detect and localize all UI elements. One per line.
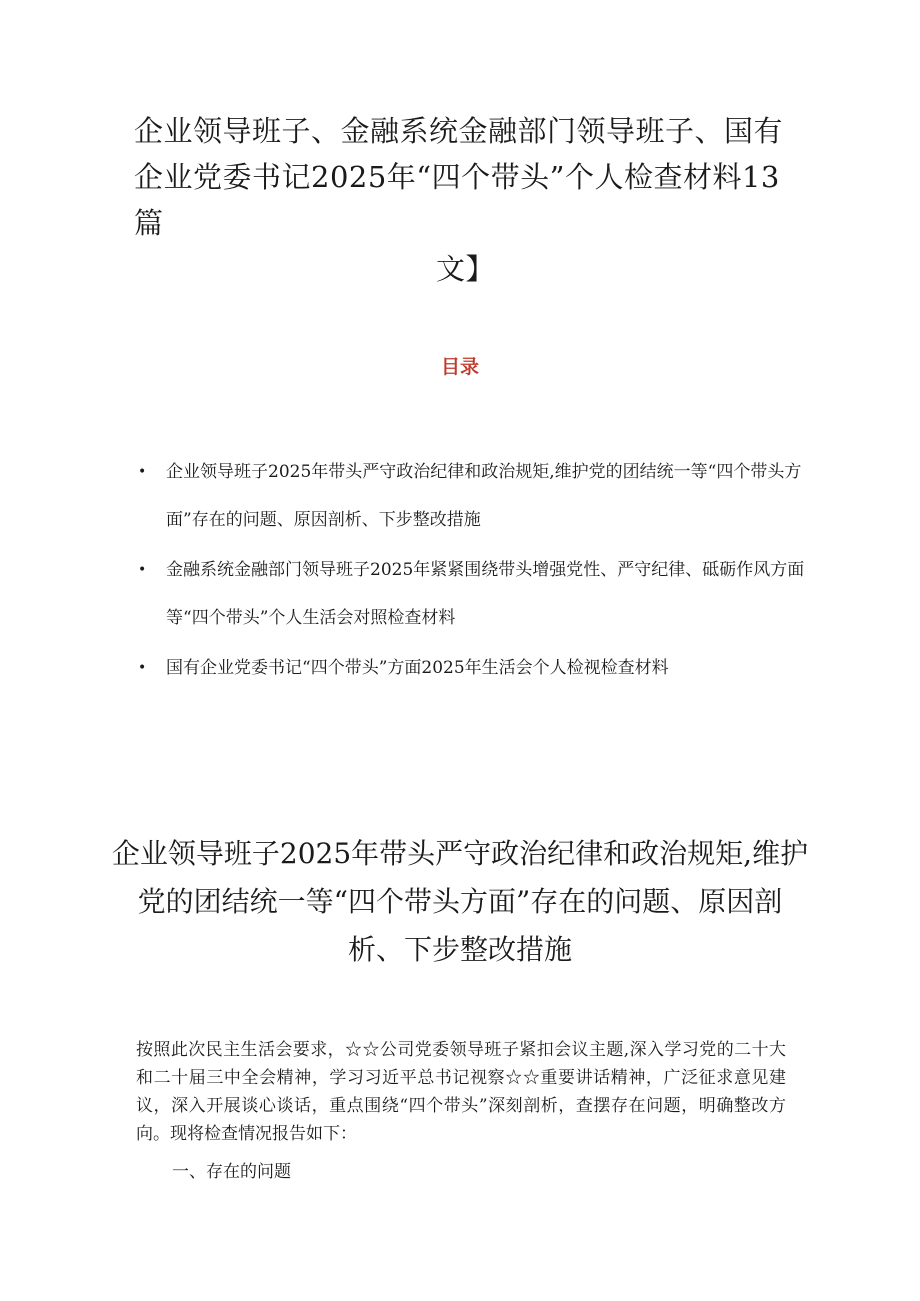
- bullet-icon: •: [138, 562, 147, 578]
- toc-item[interactable]: [132, 448, 812, 544]
- toc-heading: 目录: [440, 356, 479, 378]
- toc-list: [132, 448, 812, 692]
- section-title: 企业领导班子2025年带头严守政治纪律和政治规矩,维护党的团结统一等“四个带头方面”存在的问题、原因剖析、下步整改措施: [111, 837, 809, 966]
- document-title-tail: 文】: [436, 252, 496, 286]
- bullet-icon: •: [138, 464, 147, 480]
- document-title: [134, 108, 794, 292]
- toc-item[interactable]: [132, 644, 812, 692]
- bullet-icon: •: [138, 660, 147, 676]
- section-intro-paragraph: 按照此次民主生活会要求，☆☆公司党委领导班子紧扣会议主题,深入学习党的二十大和二十届三中全会精神，学习习近平总书记视察☆☆重要讲话精神，广泛征求意见建议，深入开展谈心谈话，重点围绕“四个带头”深刻剖析，查摆存在问题，明确整改方向。现将检查情况报告如下：: [136, 1040, 786, 1144]
- toc-item-label: 国有企业党委书记“四个带头”方面2025年生活会个人检视检查材料: [166, 658, 669, 678]
- toc-item[interactable]: [132, 546, 812, 642]
- document-title-main: 企业领导班子、金融系统金融部门领导班子、国有企业党委书记2025年“四个带头”个人检查材料13篇: [134, 114, 784, 240]
- toc-item-label: 金融系统金融部门领导班子2025年紧紧围绕带头增强党性、严守纪律、砥砺作风方面等“四个带头”个人生活会对照检查材料: [166, 560, 805, 628]
- section-subheading: 一、存在的问题: [172, 1162, 291, 1182]
- toc-item-label: 企业领导班子2025年带头严守政治纪律和政治规矩,维护党的团结统一等“四个带头方面”存在的问题、原因剖析、下步整改措施: [166, 462, 802, 530]
